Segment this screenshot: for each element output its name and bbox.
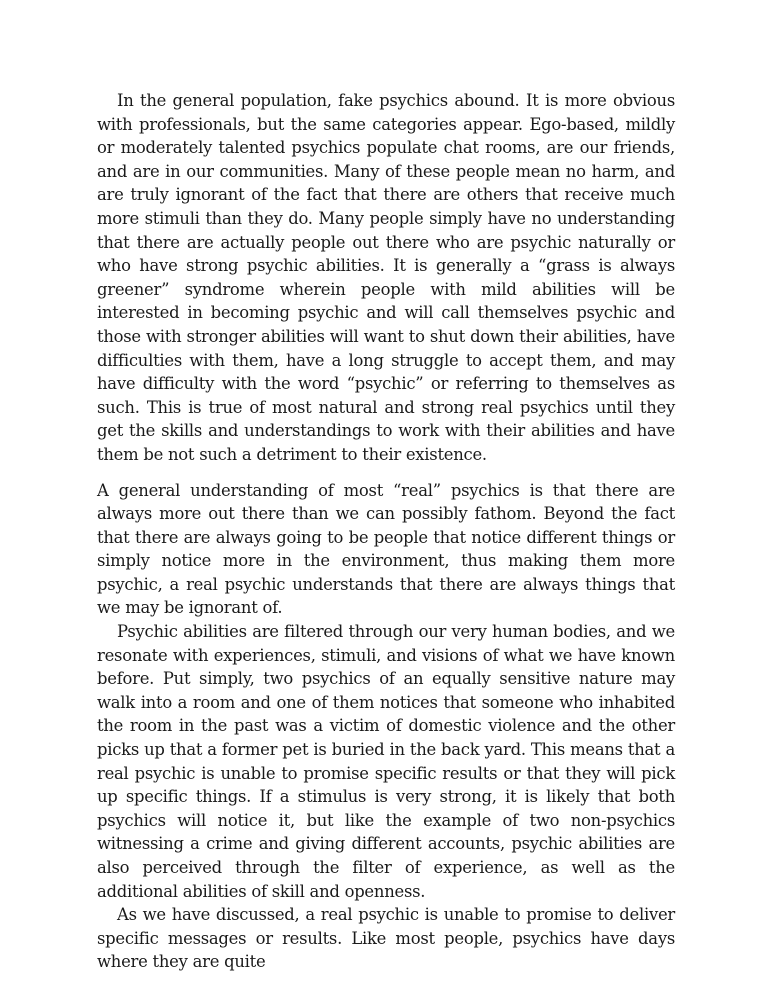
paragraph-1: In the general population, fake psychics abound. It is more obvious with professionals, but the same categories appear. Ego-based, mildly or moderately talented psychics populate chat rooms, are our friends, and are in our communities. Many of these people mean no harm, and are truly ignorant of the fact that there are others that receive much more stimuli than they do. Many people simply have no understanding that there are actually people out there who are psychic naturally or who have strong psychic abilities. It is generally a “grass is always greener” syndrome wherein people with mild abilities will be interested in becoming psychic and will call themselves psychic and those with stronger abilities will want to shut down their abilities, have difficulties with them, have a long struggle to accept them, and may have difficulty with the word “psychic” or referring to themselves as such. This is true of most natural and strong real psychics until they get the skills and understandings to work with their abilities and have them be not such a detriment to their existence. (97, 91, 675, 464)
paragraph-3: Psychic abilities are filtered through our very human bodies, and we resonate with experiences, stimuli, and visions of what we have known before. Put simply, two psychics of an equally sensitive nature may walk into a room and one of them notices that someone who inhabited the room in the past was a victim of domestic violence and the other picks up that a former pet is buried in the back yard. This means that a real psychic is unable to promise specific results or that they will pick up specific things. If a stimulus is very strong, it is likely that both psychics will notice it, but like the example of two non-psychics witnessing a crime and giving different accounts, psychic abilities are also perceived through the filter of experience, as well as the additional abilities of skill and openness. (97, 622, 675, 901)
paragraph-4: As we have discussed, a real psychic is unable to promise to deliver specific messages or results. Like most people, psychics have days where they are quite (97, 905, 675, 972)
document-page (97, 89, 675, 974)
paragraph-2: A general understanding of most “real” psychics is that there are always more out there than we can possibly fathom. Beyond the fact that there are always going to be people that notice different things or simply notice more in the environment, thus making them more psychic, a real psychic understands that there are always things that we may be ignorant of. (97, 480, 675, 618)
